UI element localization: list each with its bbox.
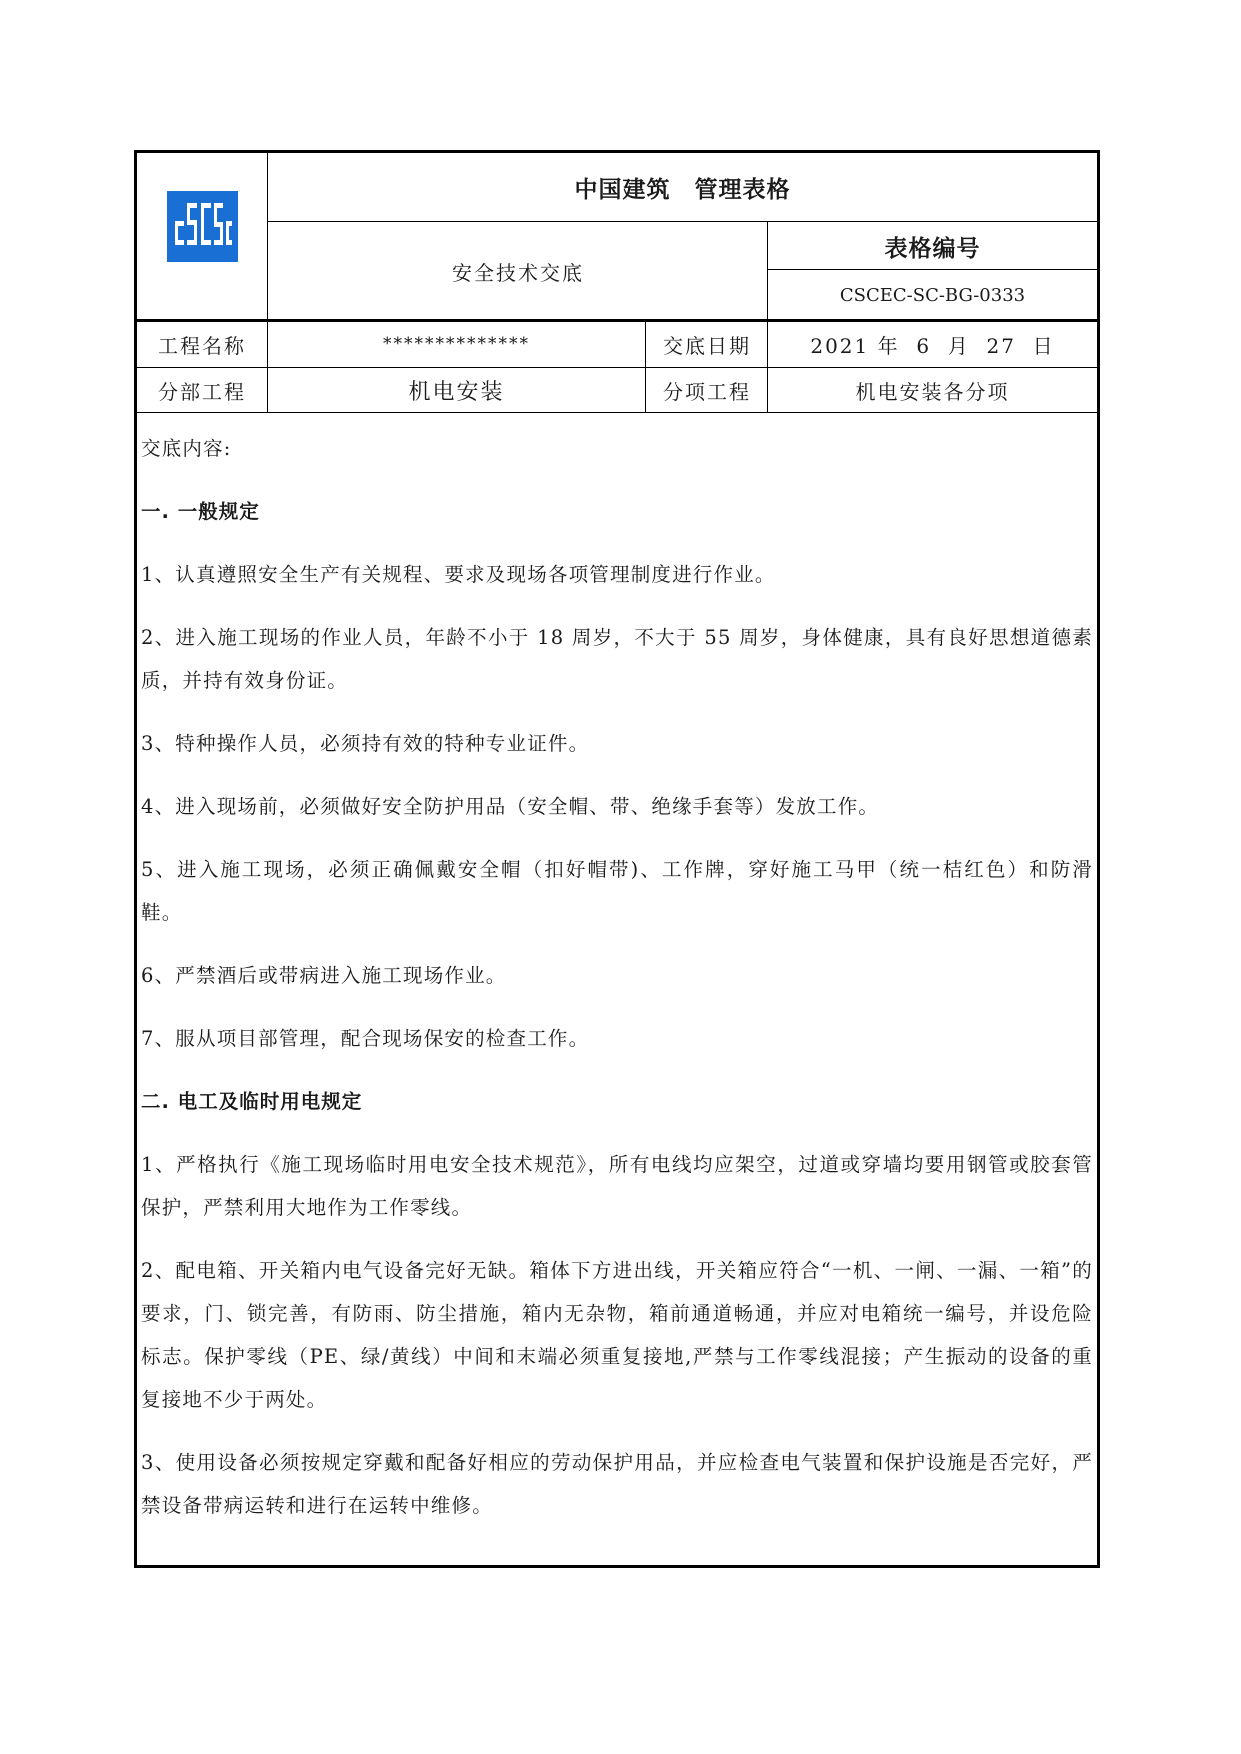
project-name-value: ************** [383,334,530,354]
rule-item: 3、特种操作人员，必须持有效的特种专业证件。 [141,732,590,755]
rule-item: 2、进入施工现场的作业人员，年龄不小于 18 周岁，不大于 55 周岁，身体健康，具有良好思想道德素质，并持有效身份证。 [141,626,1093,692]
rule-item: 4、进入现场前，必须做好安全防护用品（安全帽、带、绝缘手套等）发放工作。 [141,795,880,818]
project-name-label: 工程名称 [158,333,246,358]
document-title: 安全技术交底 [452,260,584,285]
grid-line [137,412,1097,413]
grid-line [267,221,1097,222]
grid-line [767,221,768,413]
grid-line [767,269,1097,270]
disclosure-form [134,150,1100,1568]
form-number: CSCEC-SC-BG-0333 [839,284,1026,306]
disclosure-content [141,427,1093,1547]
grid-line [137,319,1097,322]
grid-line [267,153,268,413]
cscec-logo-mark [167,191,238,262]
section-2-title: 二. 电工及临时用电规定 [141,1090,363,1113]
rule-item: 1、认真遵照安全生产有关规程、要求及现场各项管理制度进行作业。 [141,563,776,586]
division-label: 分部工程 [158,380,246,404]
rule-item: 5、进入施工现场，必须正确佩戴安全帽（扣好帽带)、工作牌，穿好施工马甲（统一桔红色）和防滑鞋。 [141,858,1093,924]
form-number-label: 表格编号 [884,234,981,262]
cscec-logo [167,191,238,262]
subitem-label: 分项工程 [663,380,751,404]
rule-item: 7、服从项目部管理，配合现场保安的检查工作。 [141,1027,590,1050]
grid-line [137,367,1097,368]
content-intro: 交底内容: [141,437,232,460]
logo-cell [137,153,267,320]
section-1-title: 一. 一般规定 [141,500,260,523]
rule-item: 1、严格执行《施工现场临时用电安全技术规范》，所有电线均应架空，过道或穿墙均要用钢管或胶套管保护，严禁利用大地作为工作零线。 [141,1153,1093,1219]
rule-item: 3、使用设备必须按规定穿戴和配备好相应的劳动保护用品，并应检查电气装置和保护设施是否完好，严禁设备带病运转和进行在运转中维修。 [141,1451,1093,1517]
date-value: 2021 年 6 月 27 日 [810,333,1055,358]
rule-item: 2、配电箱、开关箱内电气设备完好无缺。箱体下方进出线，开关箱应符合“一机、一闸、一漏、一箱”的要求，门、锁完善，有防雨、防尘措施，箱内无杂物，箱前通道畅通，并应对电箱统一编号，并设危险标志。保护零线（PE、绿/黄线）中间和末端必须重复接地,严禁与工作零线混接；产生振动的设备的重复接地不少于两处。 [141,1259,1093,1411]
company-form-title: 中国建筑 管理表格 [574,175,791,203]
division-value: 机电安装 [408,380,505,405]
date-label: 交底日期 [663,333,751,358]
rule-item: 6、严禁酒后或带病进入施工现场作业。 [141,964,507,987]
subitem-value: 机电安装各分项 [855,380,1010,404]
